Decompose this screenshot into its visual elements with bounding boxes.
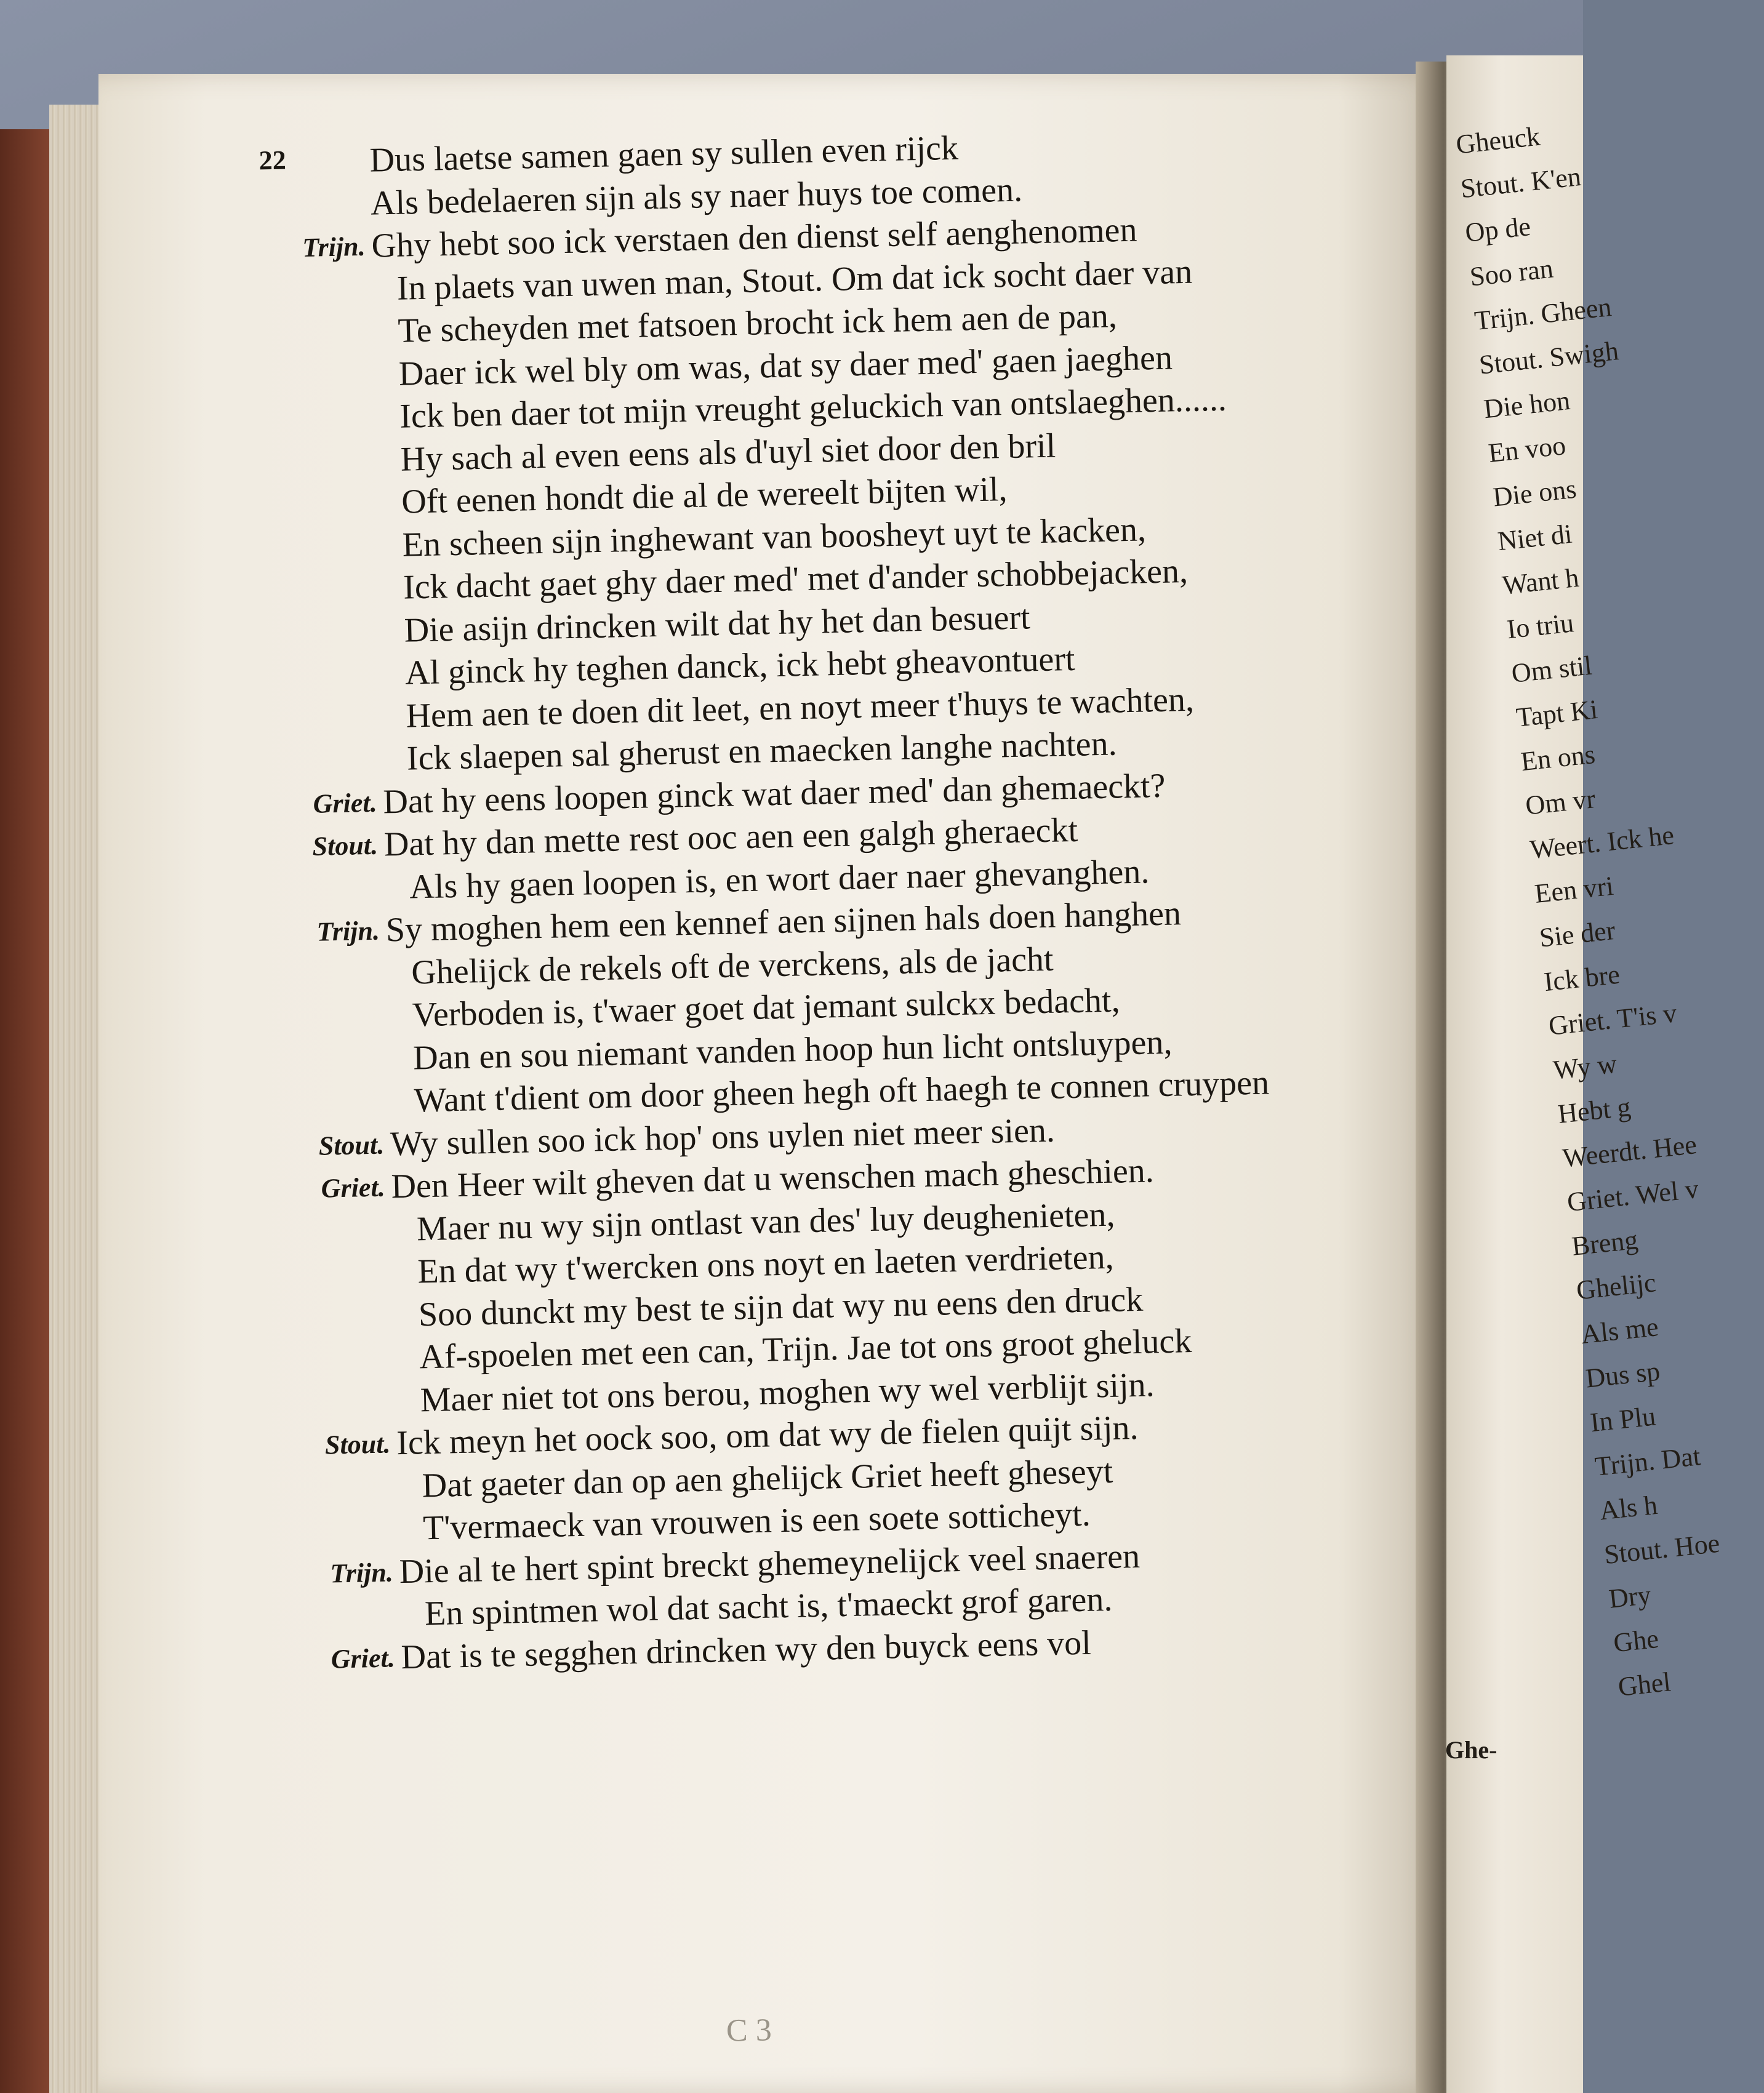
- speaker-label: Griet.: [331, 1642, 396, 1674]
- right-page-fragment: Breng: [1570, 1224, 1640, 1262]
- verse-text: Wy sullen soo ick hop' ons uylen niet meer sien.: [390, 1111, 1056, 1163]
- verse-text: En scheen sijn inghewant van boosheyt uyt te kacken,: [402, 510, 1147, 564]
- verse-text: Dat gaeter dan op aen ghelijck Griet heeft gheseyt: [422, 1452, 1113, 1505]
- verse-text: T'vermaeck van vrouwen is een soete sotticheyt.: [422, 1495, 1091, 1548]
- verse-text: Ick dacht gaet ghy daer med' met d'ander schobbejacken,: [403, 551, 1189, 607]
- right-page-fragment: Die hon: [1482, 385, 1572, 425]
- verse-text: Hem aen te doen dit leet, en noyt meer t'huys te wachten,: [405, 680, 1195, 735]
- speaker-label: Trijn.: [329, 1556, 394, 1588]
- right-page-fragment: Stout. Swigh: [1477, 335, 1621, 380]
- right-page-fragment: Stout. Hoe: [1602, 1527, 1722, 1571]
- right-page-fragment: Ghe: [1612, 1623, 1661, 1659]
- right-page-fragment: En voo: [1486, 430, 1568, 468]
- right-page-fragment: Op de: [1464, 211, 1533, 248]
- right-page-fragment: Dus sp: [1584, 1356, 1662, 1394]
- verse-text: Hy sach al even eens als d'uyl siet door den bril: [400, 426, 1056, 479]
- right-page-fragment: En ons: [1519, 738, 1597, 777]
- speaker-label: Griet.: [321, 1172, 386, 1204]
- verse-text: Ghy hebt soo ick verstaen den dienst self aenghenomen: [371, 210, 1138, 265]
- right-page-fragment: Gheuck: [1454, 121, 1542, 160]
- verse-text: En spintmen wol dat sacht is, t'maeckt grof garen.: [424, 1580, 1113, 1633]
- right-page-fragment: Ghelijc: [1574, 1267, 1658, 1306]
- verse-text: Oft eenen hondt die al de wereelt bijten wil,: [401, 470, 1008, 521]
- right-page-fragment: Griet. Wel v: [1565, 1174, 1701, 1218]
- right-page-catchword: Ghe-: [1445, 1736, 1497, 1764]
- verse-text: Als hy gaen loopen is, en wort daer naer ghevanghen.: [409, 852, 1150, 906]
- right-page-fragment: Dry: [1607, 1579, 1653, 1614]
- verse-text: Daer ick wel bly om was, dat sy daer med' gaen jaeghen: [398, 338, 1173, 393]
- verse-text: Den Heer wilt gheven dat u wenschen mach gheschien.: [390, 1151, 1155, 1206]
- page-number: 22: [259, 145, 287, 176]
- verse-text: Dan en sou niemant vanden hoop hun licht ontsluypen,: [412, 1023, 1173, 1077]
- verse-text: Die al te hert spint breckt ghemeynelijck veel snaeren: [399, 1537, 1141, 1591]
- speaker-label: Stout.: [318, 1129, 385, 1161]
- speaker-label: Trijn.: [302, 231, 366, 263]
- right-page-fragment: Tapt Ki: [1514, 694, 1599, 733]
- verse-text: Ick slaepen sal gherust en maecken langhe nachten.: [406, 724, 1118, 778]
- speaker-label: Griet.: [313, 787, 378, 819]
- right-page-fragment: In Plu: [1589, 1401, 1658, 1438]
- verse-text: Af-spoelen met een can, Trijn. Jae tot ons groot gheluck: [419, 1322, 1192, 1377]
- speaker-label: Stout.: [312, 830, 379, 862]
- verse-text: Want t'dient om door gheen hegh oft haegh te connen cruypen: [414, 1063, 1270, 1120]
- verse-text: Dus laetse samen gaen sy sullen even rijck: [369, 129, 959, 180]
- left-page-text: [259, 118, 1460, 1681]
- right-page-fragment: Want h: [1501, 562, 1581, 601]
- verse-text: Dat is te segghen drincken wy den buyck eens vol: [400, 1623, 1092, 1676]
- right-page-fragment: Ghel: [1616, 1667, 1672, 1702]
- right-page-fragment: Io triu: [1505, 607, 1576, 645]
- verse-text: Dat hy eens loopen ginck wat daer med' dan ghemaeckt?: [382, 766, 1166, 821]
- verse-text: Te scheyden met fatsoen brocht ick hem aen de pan,: [397, 297, 1118, 350]
- right-page-fragment: Weert. Ick he: [1528, 820, 1676, 865]
- right-page-fragment: Sie der: [1537, 914, 1617, 953]
- speaker-label: Stout.: [324, 1428, 391, 1460]
- right-page-fragment: Hebt g: [1556, 1091, 1632, 1129]
- right-page-fragment: Wy w: [1552, 1048, 1619, 1086]
- verse-text: Dat hy dan mette rest ooc aen een galgh gheraeckt: [383, 810, 1078, 864]
- verse-text: Ghelijck de rekels oft de verckens, als de jacht: [411, 940, 1054, 992]
- right-page-fragment: Trijn. Gheen: [1473, 292, 1613, 337]
- right-page-fragment: Stout. K'en: [1459, 161, 1582, 204]
- right-page-fragment: Als me: [1579, 1311, 1660, 1350]
- right-page-fragment: Om stil: [1510, 650, 1594, 689]
- verse-text: Al ginck hy teghen danck, ick hebt gheavontuert: [404, 639, 1076, 692]
- verse-text: Ick ben daer tot mijn vreught geluckich van ontslaeghen......: [399, 380, 1227, 436]
- right-page-fragment: Om vr: [1524, 783, 1597, 821]
- right-page-fragment: Als h: [1598, 1489, 1659, 1526]
- right-page-fragment: Trijn. Dat: [1593, 1441, 1702, 1482]
- verse-text: En dat wy t'wercken ons noyt en laeten verdrieten,: [417, 1238, 1115, 1291]
- verse-text: Soo dunckt my best te sijn dat wy nu eens den druck: [418, 1280, 1144, 1334]
- right-page-fragment: Soo ran: [1468, 253, 1555, 292]
- signature-mark: C 3: [726, 2012, 772, 2049]
- verse-text: Maer nu wy sijn ontlast van des' luy deughenieten,: [416, 1195, 1115, 1248]
- right-page-fragment: Een vri: [1533, 870, 1615, 909]
- verse-text: In plaets van uwen man, Stout. Om dat ick socht daer van: [396, 252, 1193, 308]
- verse-text: Verboden is, t'waer goet dat jemant sulckx bedacht,: [412, 981, 1121, 1034]
- verse-text: Sy moghen hem een kennef aen sijnen hals doen hanghen: [385, 894, 1182, 950]
- right-page-fragment: Ick bre: [1542, 959, 1621, 998]
- speaker-label: Trijn.: [316, 915, 380, 947]
- verse-text: Maer niet tot ons berou, moghen wy wel verblijt sijn.: [420, 1365, 1155, 1419]
- right-page-fragment: Die ons: [1491, 473, 1578, 513]
- verse-text: Ick meyn het oock soo, om dat wy de fielen quijt sijn.: [396, 1408, 1139, 1463]
- verse-text: Als bedelaeren sijn als sy naer huys toe comen.: [370, 170, 1023, 223]
- verse-lines: [271, 118, 1460, 1681]
- verse-text: Die asijn drincken wilt dat hy het dan besuert: [404, 598, 1031, 650]
- right-page-fragment: Weerdt. Hee: [1561, 1129, 1698, 1174]
- right-page-fragment: Niet di: [1496, 518, 1574, 557]
- right-page-fragment: Griet. T'is v: [1547, 998, 1678, 1041]
